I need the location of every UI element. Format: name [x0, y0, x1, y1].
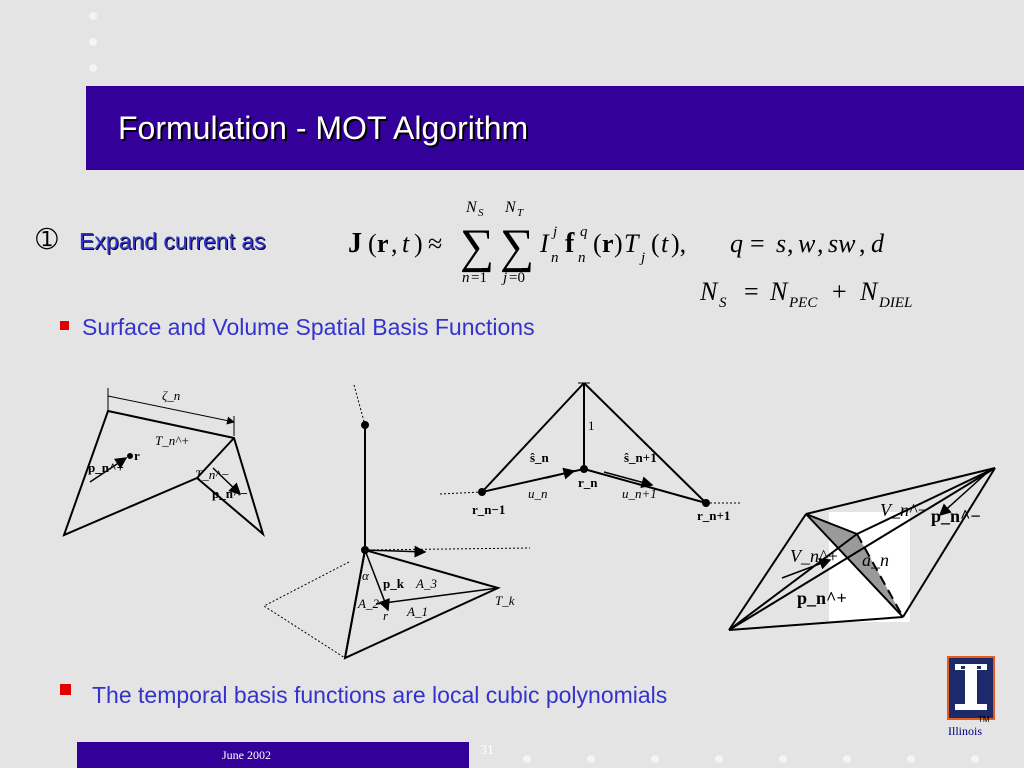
svg-text:N: N [770, 277, 788, 306]
svg-text:∑: ∑ [460, 220, 495, 273]
svg-text:∑: ∑ [500, 220, 535, 273]
label-r: r [134, 448, 140, 463]
label-a-n: a_n [862, 550, 889, 570]
label-T-k: T_k [495, 593, 515, 608]
decor-dot [843, 755, 851, 763]
label-T-minus: T_n^− [195, 467, 230, 482]
label-A2: A_2 [358, 596, 379, 611]
svg-text:t: t [661, 229, 669, 258]
label-A3: A_3 [416, 576, 437, 591]
footer-date: June 2002 [222, 748, 271, 762]
label-p-plus-3d: p_n^+ [797, 588, 847, 608]
bullet-spatial-basis: Surface and Volume Spatial Basis Functions [82, 314, 535, 340]
label-alpha: α [362, 568, 369, 583]
svg-text:=: = [750, 229, 765, 258]
tetrahedron-pair-diagram [729, 468, 995, 630]
svg-text:≈: ≈ [428, 229, 443, 258]
trademark-mark: TM [978, 715, 990, 724]
footer-bar [77, 742, 469, 768]
label-p-k: p_k [383, 576, 404, 591]
svg-text:,: , [391, 229, 398, 258]
svg-text:N: N [860, 277, 878, 306]
svg-text:,: , [787, 229, 794, 258]
bullet-marker [60, 684, 71, 695]
decor-dot [523, 755, 531, 763]
decor-dot [971, 755, 979, 763]
illinois-column-icon [949, 658, 993, 718]
label-u-n: u_n [528, 486, 548, 501]
svg-text:sw: sw [828, 229, 856, 258]
svg-text:N: N [700, 277, 718, 306]
svg-text:,: , [817, 229, 824, 258]
svg-text:n: n [462, 270, 470, 286]
svg-text:n: n [551, 250, 559, 266]
illinois-logo [947, 656, 995, 720]
svg-text:j: j [553, 224, 558, 240]
svg-text:,: , [859, 229, 866, 258]
label-p-plus: p_n^+ [88, 460, 124, 475]
svg-text:T: T [624, 229, 639, 258]
decor-dot [907, 755, 915, 763]
label-zeta: ζ_n [162, 388, 181, 403]
svg-text:r: r [602, 229, 614, 258]
label-T-plus: T_n^+ [155, 433, 190, 448]
svg-text:): ) [414, 229, 423, 258]
label-r-n: r_n [578, 475, 598, 490]
decor-dot [779, 755, 787, 763]
svg-text:DIEL: DIEL [879, 295, 913, 311]
svg-text:r: r [377, 229, 389, 258]
swg-volume-diagram [264, 385, 530, 658]
svg-text:t: t [402, 229, 410, 258]
label-s-n1: ŝ_n+1 [624, 450, 657, 465]
page-number: 31 [480, 743, 494, 758]
expand-current-label: Expand current as [79, 228, 266, 254]
slide-title: Formulation - MOT Algorithm [118, 110, 529, 146]
svg-text:w: w [798, 229, 816, 258]
label-V-plus: V_n^+ [790, 546, 839, 566]
label-A1: A_1 [407, 604, 428, 619]
bullet-temporal-basis: The temporal basis functions are local cubic polynomials [92, 682, 668, 708]
item-number-marker: ➀ [36, 225, 58, 255]
label-p-minus-3d: p_n^− [931, 506, 981, 526]
svg-text:=1: =1 [471, 270, 487, 286]
label-r-np1: r_n+1 [697, 508, 731, 523]
svg-text:q: q [730, 229, 743, 258]
decor-dot [651, 755, 659, 763]
svg-text:PEC: PEC [789, 295, 818, 311]
svg-text:S: S [719, 295, 727, 311]
logo-caption: Illinois [948, 724, 983, 738]
svg-text:=0: =0 [509, 270, 525, 286]
svg-text:j: j [641, 250, 646, 266]
svg-text:n: n [578, 250, 586, 266]
svg-text:),: ), [671, 229, 687, 258]
svg-text:d: d [871, 229, 884, 258]
svg-text:s: s [776, 229, 787, 258]
decor-dot [715, 755, 723, 763]
svg-text:N: N [505, 199, 516, 216]
svg-text:S: S [478, 207, 484, 219]
label-V-minus: V_n^− [880, 500, 929, 520]
svg-text:(: ( [593, 229, 602, 258]
svg-text:): ) [614, 229, 623, 258]
label-p-minus: p_n^− [212, 486, 248, 501]
svg-text:(: ( [368, 229, 377, 258]
label-r-nm1: r_n−1 [472, 502, 506, 517]
svg-text:+: + [832, 277, 847, 306]
label-r-bar: r [383, 608, 389, 623]
decor-dot [587, 755, 595, 763]
svg-text:T: T [517, 207, 524, 219]
svg-text:=: = [744, 277, 759, 306]
svg-text:q: q [580, 224, 588, 240]
svg-text:I: I [540, 229, 549, 258]
svg-text:(: ( [651, 229, 660, 258]
label-s-n: ŝ_n [530, 450, 549, 465]
label-one: 1 [588, 418, 595, 433]
svg-text:J: J [348, 228, 362, 259]
label-u-n1: u_n+1 [622, 486, 657, 501]
svg-text:j: j [503, 270, 508, 286]
svg-text:f: f [565, 228, 575, 259]
svg-text:N: N [466, 199, 477, 216]
